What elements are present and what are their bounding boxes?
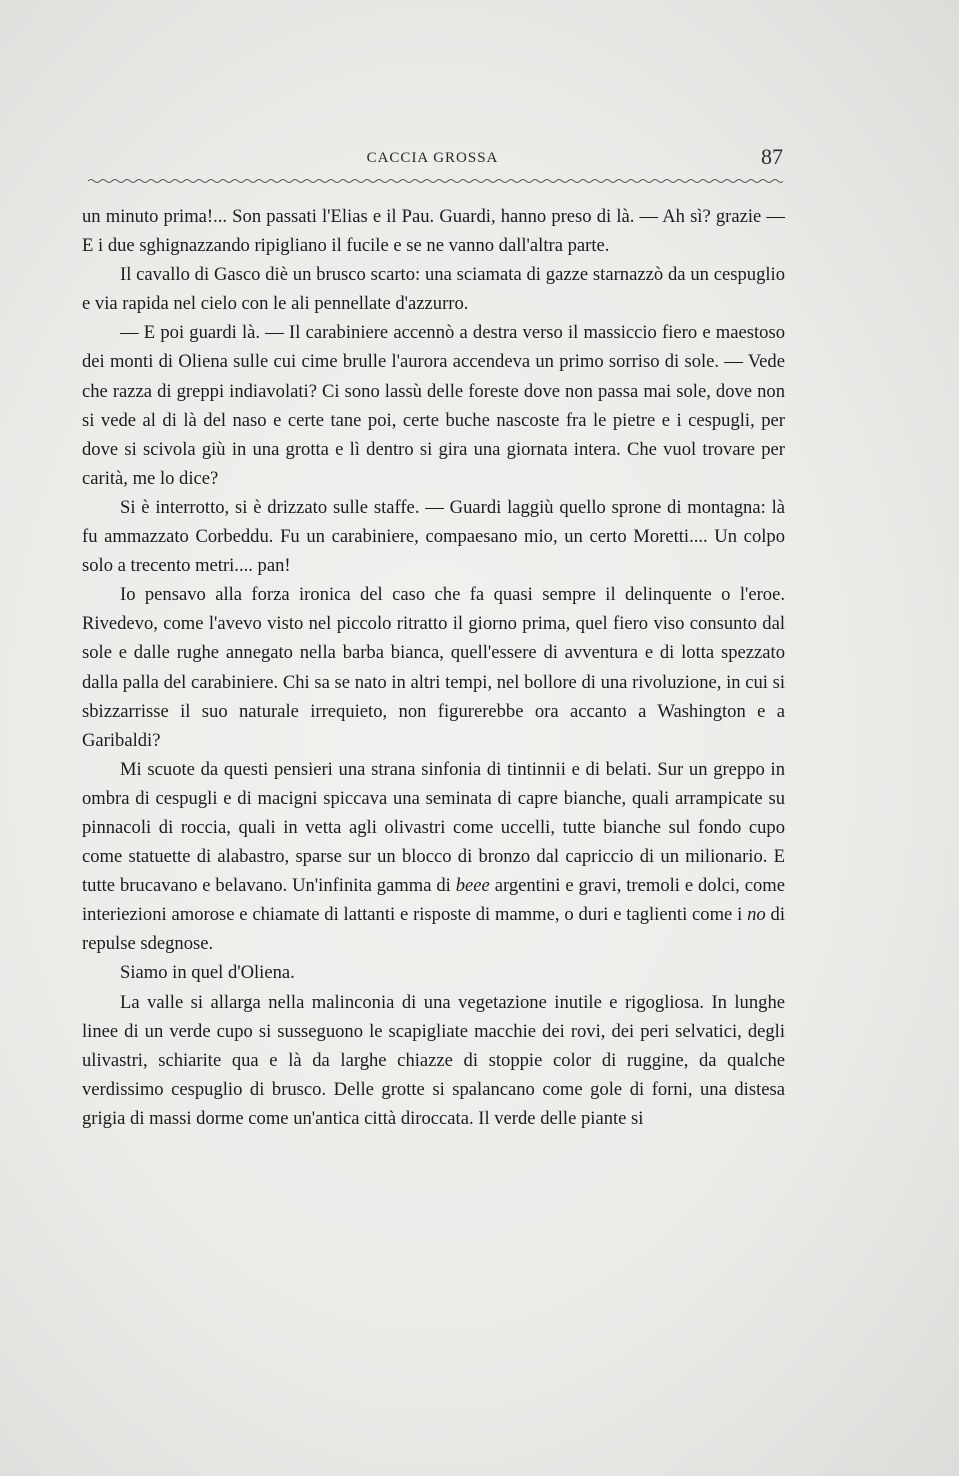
- paragraph-4: [82, 493, 785, 580]
- paragraph-6-text-c: di repulse sdegnose.: [82, 904, 785, 955]
- paragraph-5-text: Io pensavo alla forza ironica del caso che fa quasi sempre il delinquente o l'eroe. Rivedevo, come l'avevo visto nel piccolo ritratto il giorno prima, quel fiero viso consunto dal sole e dalle rughe annegato nella barba bianca, quell'essere di avventura e di lotta spezzato dalla palla del carabiniere. Chi sa se nato in altri tempi, nel bollore di una rivoluzione, in cui si sbizzarrisse il suo naturale irrequieto, non figurerebbe ora accanto a Washington e a Garibaldi?: [82, 584, 785, 751]
- paragraph-1: [82, 202, 785, 260]
- paragraph-8-text: La valle si allarga nella malinconia di una vegetazione inutile e rigogliosa. In lunghe linee di un verde cupo si susseguono le scapigliate macchie dei rovi, dei peri selvatici, degli ulivastri, schiarite qua e là da larghe chiazze di stoppie color di ruggine, da qualche verdissimo cespuglio di brusco. Delle grotte si spalancano come gole di forni, una distesa grigia di massi dorme come un'antica città diroccata. Il verde delle piante si: [82, 991, 785, 1129]
- paragraph-6-italic-no: no: [747, 904, 766, 926]
- paragraph-5: [82, 580, 785, 755]
- paragraph-2-text: Il cavallo di Gasco diè un brusco scarto: una sciamata di gazze starnazzò da un cespuglio e via rapida nel cielo con le ali pennellate d'azzurro.: [82, 264, 785, 315]
- paragraph-6-text-a: Mi scuote da questi pensieri una strana sinfonia di tintinnii e di belati. Sur un greppo in ombra di cespugli e di macigni spiccava una seminata di capre bianche, quali arrampicate su pinnacoli di roccia, quali in vetta agli olivastri come uccelli, tutte bianche sul fondo cupo come statuette di alabastro, sparse sur un blocco di bronzo dal capriccio di un milionario. E tutte brucavano e belavano. Un'infinita gamma di: [82, 758, 785, 897]
- paragraph-3-text: — E poi guardi là. — Il carabiniere accennò a destra verso il massiccio fiero e maestoso dei monti di Oliena sulle cui cime brulle l'aurora accendeva un primo sorriso di sole. — Vede che razza di greppi indiavolati? Ci sono lassù delle foreste dove non passa mai sole, dove non si vede al di là del naso e certe tane poi, certe buche nascoste fra le pietre e i cespugli, per dove si scivola giù in una grotta e lì dentro si gira una giornata intera. Che vuol trovare per carità, me lo dice?: [82, 322, 785, 489]
- paragraph-6-italic-beee: beee: [455, 875, 490, 897]
- running-title: CACCIA GROSSA: [366, 150, 499, 166]
- paragraph-2: [82, 260, 785, 318]
- paragraph-7: [82, 958, 785, 987]
- paragraph-6-text-b: argentini e gravi, tremoli e dolci, come interiezioni amorose e chiamate di lattanti e risposte di mamme, o duri e taglienti come i: [82, 875, 785, 926]
- paragraph-4-text: Si è interrotto, si è drizzato sulle staffe. — Guardi laggiù quello sprone di montagna: là fu ammazzato Corbeddu. Fu un carabiniere, compaesano mio, un certo Moretti.... Un colpo solo a trecento metri.... pan!: [82, 496, 785, 577]
- paragraph-6: [82, 755, 785, 959]
- header-wavy-rule: [88, 177, 783, 185]
- paragraph-8: [82, 988, 785, 1133]
- body-text: [82, 202, 785, 1133]
- paragraph-1-text: un minuto prima!... Son passati l'Elias e il Pau. Guardi, hanno preso di là. — Ah sì? grazie — E i due sghignazzando ripigliano il fucile e se ne vanno dall'altra parte.: [82, 206, 785, 257]
- page-header: [80, 144, 785, 174]
- paragraph-3: [82, 318, 785, 493]
- paragraph-7-text: Siamo in quel d'Oliena.: [120, 962, 295, 984]
- page-number: 87: [761, 144, 783, 169]
